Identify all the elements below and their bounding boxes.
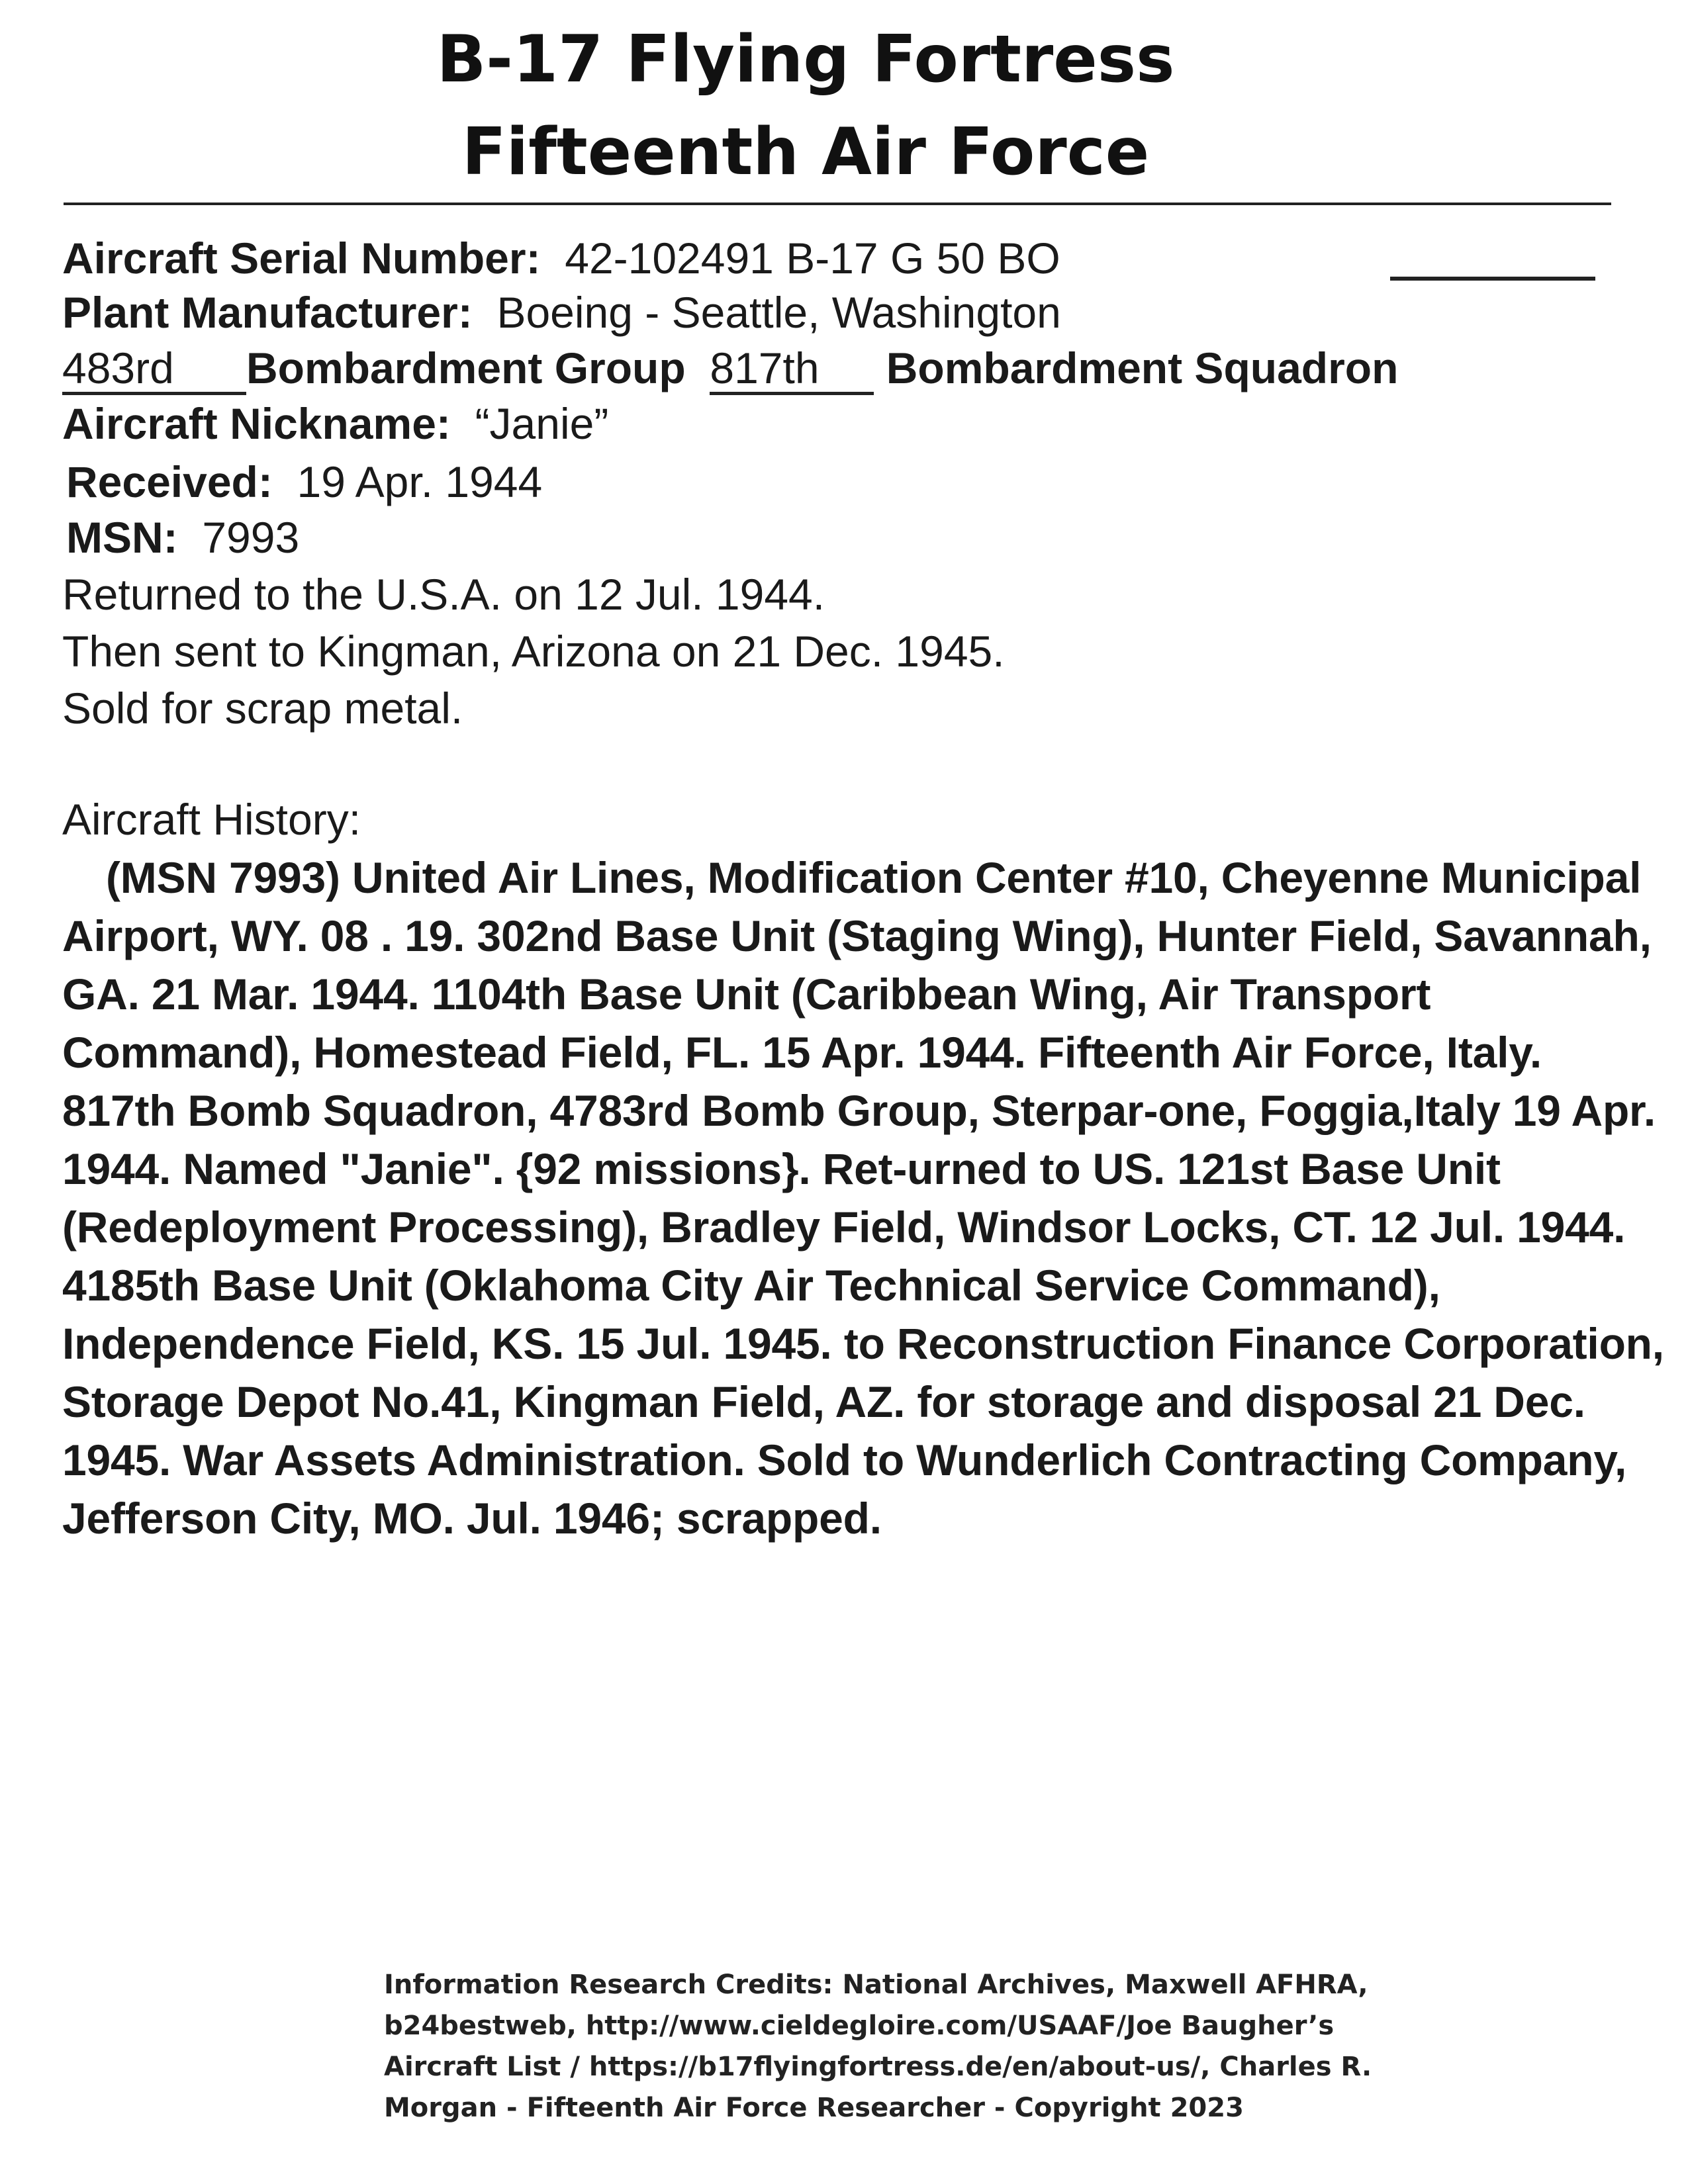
history-text: (MSN 7993) United Air Lines, Modification Center #10, Cheyenne Municipal Airport, WY. 08 . 19. 302nd Base Unit (Staging Wing), Hunter Field, Savannah, GA. 21 Mar. 1944. 1104th Base Unit (Caribbean Wing, Air Transport Command), Homestead Field, FL. 15 Apr. 1944. Fifteenth Air Force, Italy. 817th Bomb Squadron, 4783rd Bomb Group, Sterpar-one, Foggia,Italy 19 Apr. 1944. Named "Janie". {92 missions}. Ret-urned to US. 121st Base Unit (Redeployment Processing), Bradley Field, Windsor Locks, CT. 12 Jul. 1944. 4185th Base Unit (Oklahoma City Air Technical Service Command), Independence Field, KS. 15 Jul. 1945. to Reconstruction Finance Corporation, Storage Depot No.41, Kingman Field, AZ. for storage and disposal 21 Dec. 1945. War Assets Administration. Sold to Wunderlich Contracting Company, Jefferson City, MO. Jul. 1946; scrapped. bbox=[62, 853, 1664, 1543]
title-divider bbox=[64, 203, 1611, 205]
msn-value: 7993 bbox=[202, 513, 300, 562]
nickname-row bbox=[62, 396, 608, 451]
serial-row bbox=[62, 230, 1060, 286]
research-credits: Information Research Credits: National Archives, Maxwell AFHRA, b24bestweb, http://www.cieldegloire.com/USAAF/Joe Baugher’s Aircraft List / https://b17flyingfortress.de/en/about-us/, Charles R. Morgan - Fifteenth Air Force Researcher - Copyright 2023 bbox=[384, 1970, 1372, 2123]
manufacturer-row bbox=[62, 285, 1061, 340]
page-title-line2: Fifteenth Air Force bbox=[461, 114, 1150, 190]
fate-line-1: Returned to the U.S.A. on 12 Jul. 1944. bbox=[62, 570, 825, 619]
nickname-label: Aircraft Nickname: bbox=[62, 399, 451, 448]
unit-row bbox=[62, 340, 1398, 396]
squadron-label: Bombardment Squadron bbox=[886, 343, 1399, 392]
group-label: Bombardment Group bbox=[246, 343, 686, 392]
received-row bbox=[66, 454, 542, 510]
fate-line-2: Then sent to Kingman, Arizona on 21 Dec. 1945. bbox=[62, 627, 1005, 676]
serial-value: 42-102491 B-17 G 50 BO bbox=[565, 234, 1060, 283]
group-value: 483rd bbox=[62, 344, 246, 395]
received-value: 19 Apr. 1944 bbox=[297, 457, 543, 506]
blank-line bbox=[1390, 277, 1595, 281]
squadron-value: 817th bbox=[710, 344, 874, 395]
page-title-line1: B-17 Flying Fortress bbox=[436, 22, 1175, 97]
fate-line-3: Sold for scrap metal. bbox=[62, 684, 463, 733]
received-label: Received: bbox=[66, 457, 273, 506]
nickname-value: “Janie” bbox=[475, 399, 609, 448]
msn-label: MSN: bbox=[66, 513, 178, 562]
manufacturer-value: Boeing - Seattle, Washington bbox=[496, 288, 1061, 337]
msn-row bbox=[66, 510, 299, 565]
manufacturer-label: Plant Manufacturer: bbox=[62, 288, 473, 337]
serial-label: Aircraft Serial Number: bbox=[62, 234, 541, 283]
history-label: Aircraft History: bbox=[62, 795, 361, 844]
